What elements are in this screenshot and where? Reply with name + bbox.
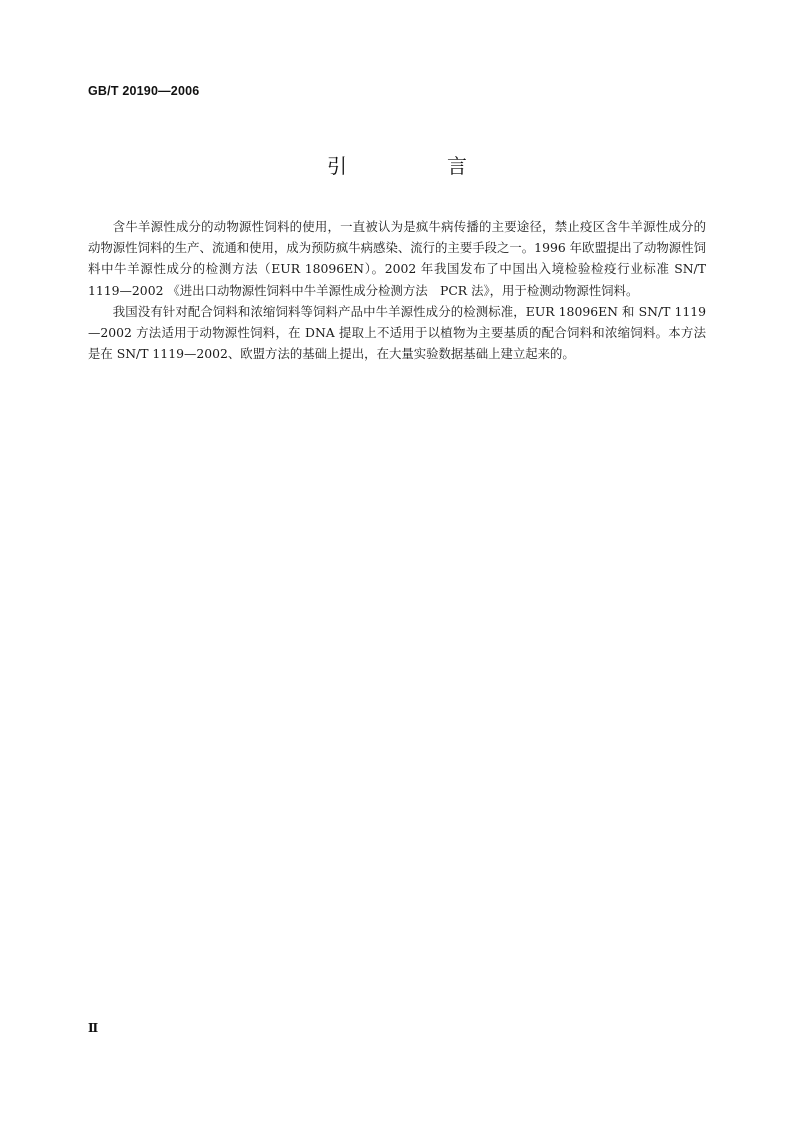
body-content [88,216,706,364]
page-number: Ⅱ [88,1021,99,1035]
paragraph-2: 我国没有针对配合饲料和浓缩饲料等饲料产品中牛羊源性成分的检测标准，EUR 18096EN 和 SN/T 1119—2002 方法适用于动物源性饲料，在 DNA 提取上不适用于以植物为主要基质的配合饲料和浓缩饲料。本方法是在 SN/T 1119—2002、欧盟方法的基础上提出，在大量实验数据基础上建立起来的。 [88,303,706,362]
section-title: 引 言 [327,154,507,178]
paragraph-1: 含牛羊源性成分的动物源性饲料的使用，一直被认为是疯牛病传播的主要途径，禁止疫区含牛羊源性成分的动物源性饲料的生产、流通和使用，成为预防疯牛病感染、流行的主要手段之一。1996 年欧盟提出了动物源性饲料中牛羊源性成分的检测方法（EUR 18096EN）。2002 年我国发布了中国出入境检验检疫行业标准 SN/T 1119—2002 《进出口动物源性饲料中牛羊源性成分检测方法 PCR 法》，用于检测动物源性饲料。 [88,219,706,298]
standard-code-header: GB/T 20190—2006 [88,84,200,98]
